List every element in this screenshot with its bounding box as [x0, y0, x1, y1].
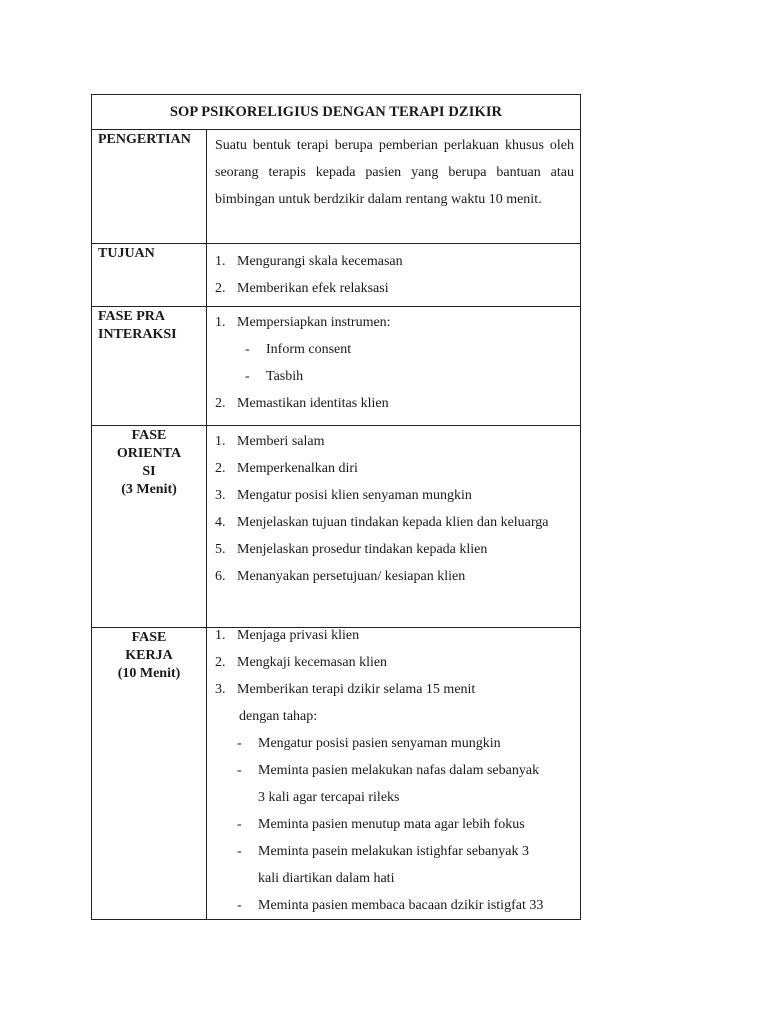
orientasi-row — [92, 426, 581, 628]
tujuan-label: TUJUAN — [92, 244, 207, 307]
kerja-row — [92, 628, 581, 920]
pengertian-label: PENGERTIAN — [92, 130, 207, 244]
list-item: 1. Memberi salam — [215, 434, 325, 449]
step-item: - Meminta pasein melakukan istighfar sebanyak 3 — [237, 844, 529, 859]
pengertian-row — [92, 130, 581, 244]
pra-interaksi-content — [207, 307, 581, 426]
orientasi-label: FASE ORIENTA SI (3 Menit) — [92, 426, 207, 628]
step-item: - Meminta pasien menutup mata agar lebih fokus — [237, 817, 525, 832]
list-item: 6. Menanyakan persetujuan/ kesiapan klien — [215, 569, 466, 584]
list-item: 1. Mengurangi skala kecemasan — [215, 254, 403, 269]
pra-interaksi-row — [92, 307, 581, 426]
step-item: - Mengatur posisi pasien senyaman mungkin — [237, 736, 501, 751]
step-item-continuation: 3 kali agar tercapai rileks — [258, 790, 400, 805]
list-item: 2. Mengkaji kecemasan klien — [215, 655, 388, 670]
list-item: 2. Memperkenalkan diri — [215, 461, 358, 476]
sub-item: - Tasbih — [245, 369, 304, 384]
tujuan-row — [92, 244, 581, 307]
list-item-continuation: dengan tahap: — [239, 709, 318, 724]
orientasi-content — [207, 426, 581, 628]
list-item: 4. Menjelaskan tujuan tindakan kepada klien dan keluarga — [215, 515, 549, 530]
list-item: 2. Memastikan identitas klien — [215, 396, 389, 411]
list-item: 3. Mengatur posisi klien senyaman mungkin — [215, 488, 472, 503]
sop-table — [91, 94, 581, 920]
list-item: 1. Mempersiapkan instrumen: — [215, 315, 391, 330]
list-item: 2. Memberikan efek relaksasi — [215, 281, 389, 296]
list-item: 1. Menjaga privasi klien — [215, 628, 360, 643]
step-item: - Meminta pasien membaca bacaan dzikir istigfat 33 — [237, 898, 544, 913]
pengertian-content — [207, 130, 581, 244]
title-row — [92, 95, 581, 130]
list-item: 5. Menjelaskan prosedur tindakan kepada klien — [215, 542, 488, 557]
step-item-continuation: kali diartikan dalam hati — [258, 871, 395, 886]
sop-title: SOP PSIKORELIGIUS DENGAN TERAPI DZIKIR — [92, 95, 581, 130]
pengertian-text: Suatu bentuk terapi berupa pemberian perlakuan khusus oleh seorang terapis kepada pasien yang berupa bantuan atau bimbingan untuk berdzikir dalam rentang waktu 10 menit. — [215, 138, 574, 207]
sub-item: - Inform consent — [245, 342, 352, 357]
step-item: - Meminta pasien melakukan nafas dalam sebanyak — [237, 763, 540, 778]
pra-interaksi-label: FASE PRA INTERAKSI — [92, 307, 207, 426]
list-item: 3. Memberikan terapi dzikir selama 15 menit — [215, 682, 476, 697]
tujuan-content — [207, 244, 581, 307]
kerja-label: FASE KERJA (10 Menit) — [92, 628, 207, 920]
kerja-content — [207, 628, 581, 920]
